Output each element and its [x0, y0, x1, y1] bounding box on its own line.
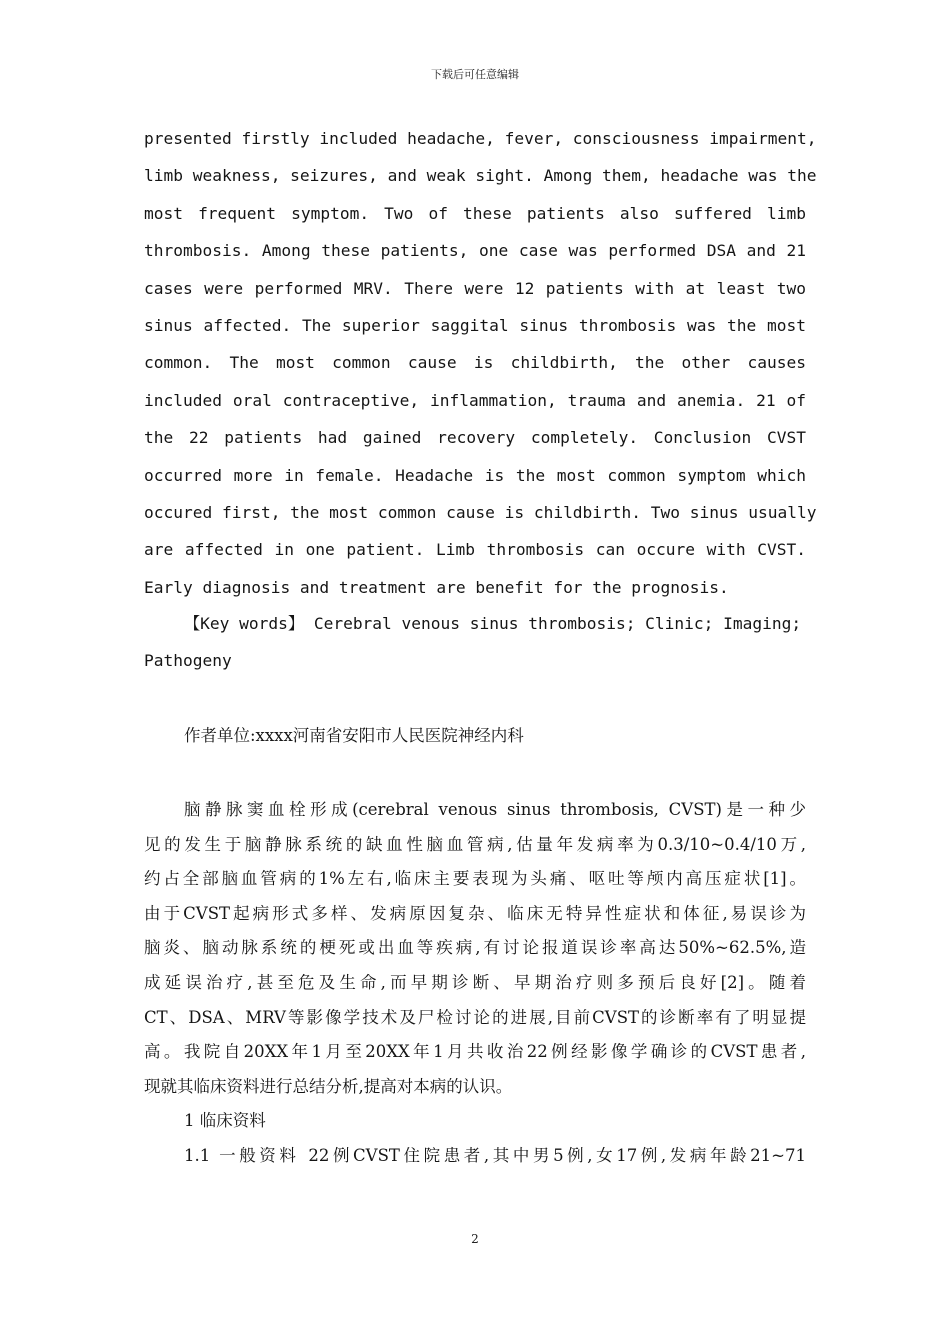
abstract-line: common. The most common cause is childbirth, the other causes	[144, 353, 806, 373]
body-line: 脑静脉窦血栓形成(cerebral venous sinus thrombosis, CVST)是一种少	[184, 800, 806, 819]
abstract-line: occurred more in female. Headache is the most common symptom which	[144, 465, 806, 485]
body-line: 成延误治疗,甚至危及生命,而早期诊断、早期治疗则多预后良好[2]。随着	[144, 972, 806, 992]
body-line: 约占全部脑血管病的1%左右,临床主要表现为头痛、呕吐等颅内高压症状[1]。	[144, 869, 806, 889]
body-line: 高。我院自20XX年1月至20XX年1月共收治22例经影像学确诊的CVST患者,	[144, 1042, 806, 1062]
body-line: 由于CVST起病形式多样、发病原因复杂、临床无特异性症状和体征,易误诊为	[144, 903, 806, 923]
abstract-line: thrombosis. Among these patients, one case was performed DSA and 21	[144, 241, 806, 261]
abstract-line: are affected in one patient. Limb thrombosis can occure with CVST.	[144, 540, 806, 560]
body-line: 脑炎、脑动脉系统的梗死或出血等疾病,有讨论报道误诊率高达50%~62.5%,造	[144, 938, 806, 958]
body-paragraph	[144, 795, 806, 1176]
abstract-line: limb weakness, seizures, and weak sight. Among them, headache was the	[144, 166, 817, 186]
abstract-line: presented firstly included headache, fever, consciousness impairment,	[144, 129, 817, 148]
author-unit: 作者单位:xxxx河南省安阳市人民医院神经内科	[184, 726, 524, 745]
abstract-line: the 22 patients had gained recovery completely. Conclusion CVST	[144, 428, 806, 448]
body-line: 现就其临床资料进行总结分析,提高对本病的认识。	[144, 1076, 513, 1096]
abstract-line: cases were performed MRV. There were 12 patients with at least two	[144, 278, 806, 298]
abstract-line: Early diagnosis and treatment are benefit for the prognosis.	[144, 577, 729, 597]
abstract-line: most frequent symptom. Two of these patients also suffered limb	[144, 203, 806, 223]
subsection-line: 1.1 一般资料 22例CVST住院患者,其中男5例,女17例,发病年龄21~71	[184, 1145, 806, 1165]
abstract-line: occured first, the most common cause is childbirth. Two sinus usually	[144, 502, 817, 522]
keywords-paragraph	[144, 609, 806, 684]
abstract-line: sinus affected. The superior saggital sinus thrombosis was the most	[144, 315, 806, 335]
body-line: CT、DSA、MRV等影像学技术及尸检讨论的进展,目前CVST的诊断率有了明显提	[144, 1007, 806, 1027]
keywords-line: 【Key words】 Cerebral venous sinus thrombosis; Clinic; Imaging;	[184, 614, 802, 633]
keywords-line: Pathogeny	[144, 651, 232, 671]
body-line: 见的发生于脑静脉系统的缺血性脑血管病,估量年发病率为0.3/10~0.4/10万,	[144, 834, 806, 854]
section-heading: 1 临床资料	[184, 1111, 266, 1131]
abstract-line: included oral contraceptive, inflammation, trauma and anemia. 21 of	[144, 390, 806, 410]
page-header: 下载后可任意编辑	[431, 68, 519, 81]
abstract-paragraph	[144, 124, 817, 610]
page-number: 2	[471, 1232, 479, 1246]
